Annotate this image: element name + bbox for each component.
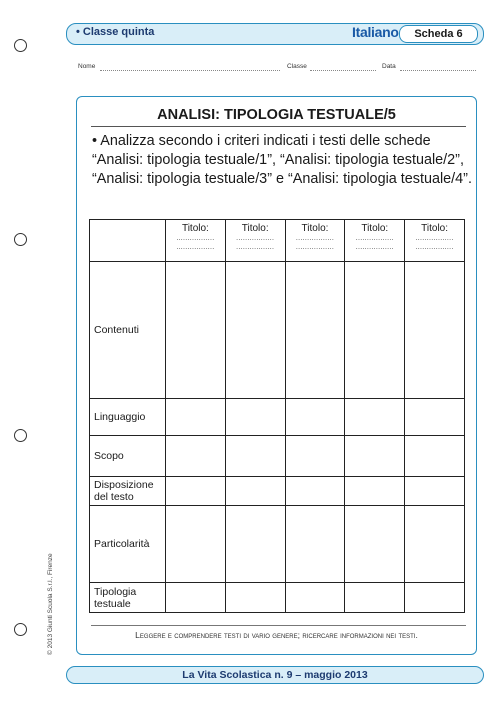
answer-cell[interactable]: [166, 262, 226, 399]
row-label-tipologia: Tipologia testuale: [90, 583, 166, 613]
title-column-5[interactable]: Titolo: ................. .................: [405, 220, 465, 262]
instruction-text: • Analizza secondo i criteri indicati i testi delle schede “Analisi: tipologia testuale/1”, “Analisi: tipologia testuale/2”, “Analisi: tipologia testuale/3” e “Analisi: tipologia testuale/4”.: [92, 133, 472, 187]
answer-cell[interactable]: [285, 399, 345, 436]
table-row: [90, 506, 465, 583]
answer-cell[interactable]: [225, 583, 285, 613]
answer-cell[interactable]: [166, 399, 226, 436]
title-column-1[interactable]: Titolo: ................. .................: [166, 220, 226, 262]
row-label-contenuti: Contenuti: [90, 262, 166, 399]
learning-objective-note: Leggere e comprendere testi di vario genere; ricercare informazioni nei testi.: [135, 630, 418, 640]
answer-cell[interactable]: [405, 399, 465, 436]
date-field[interactable]: [400, 70, 476, 71]
table-row: [90, 477, 465, 506]
table-row: [90, 436, 465, 477]
binder-hole-4: [14, 623, 27, 636]
answer-cell[interactable]: [345, 262, 405, 399]
answer-cell[interactable]: [405, 262, 465, 399]
column-header-label: Titolo:: [301, 223, 329, 234]
answer-cell[interactable]: [166, 506, 226, 583]
answer-cell[interactable]: [405, 477, 465, 506]
table-row: [90, 399, 465, 436]
row-label-particolarita: Particolarità: [90, 506, 166, 583]
row-label-scopo: Scopo: [90, 436, 166, 477]
answer-cell[interactable]: [405, 506, 465, 583]
answer-cell[interactable]: [166, 436, 226, 477]
binder-hole-1: [14, 39, 27, 52]
binder-hole-2: [14, 233, 27, 246]
row-label-linguaggio: Linguaggio: [90, 399, 166, 436]
answer-cell[interactable]: [345, 399, 405, 436]
column-header-label: Titolo:: [241, 223, 269, 234]
analysis-table: [89, 219, 465, 613]
answer-cell[interactable]: [405, 583, 465, 613]
sheet-number-badge: Scheda 6: [399, 25, 478, 43]
name-field[interactable]: [100, 70, 280, 71]
answer-cell[interactable]: [345, 477, 405, 506]
answer-cell[interactable]: [166, 477, 226, 506]
title-divider: [91, 126, 466, 127]
header-corner-cell: [90, 220, 166, 262]
answer-cell[interactable]: [345, 506, 405, 583]
answer-cell[interactable]: [225, 477, 285, 506]
row-label-disposizione: Disposizione del testo: [90, 477, 166, 506]
answer-cell[interactable]: [225, 399, 285, 436]
class-level-label: • Classe quinta: [76, 26, 155, 38]
publication-footer: La Vita Scolastica n. 9 – maggio 2013: [66, 666, 484, 684]
answer-cell[interactable]: [225, 506, 285, 583]
copyright-notice: © 2013 Giunti Scuola S.r.l., Firenze: [47, 553, 54, 655]
answer-cell[interactable]: [285, 436, 345, 477]
answer-cell[interactable]: [225, 436, 285, 477]
title-column-4[interactable]: Titolo: ................. .................: [345, 220, 405, 262]
answer-cell[interactable]: [225, 262, 285, 399]
answer-cell[interactable]: [285, 477, 345, 506]
title-column-2[interactable]: Titolo: ................. .................: [225, 220, 285, 262]
column-header-label: Titolo:: [421, 223, 449, 234]
subject-label: Italiano: [352, 24, 399, 40]
date-field-label: Data: [382, 63, 396, 70]
column-header-label: Titolo:: [181, 223, 209, 234]
table-header-row: [90, 220, 465, 262]
answer-cell[interactable]: [285, 506, 345, 583]
table-row: [90, 583, 465, 613]
class-field[interactable]: [310, 70, 376, 71]
answer-cell[interactable]: [285, 262, 345, 399]
title-column-3[interactable]: Titolo: ................. .................: [285, 220, 345, 262]
answer-cell[interactable]: [285, 583, 345, 613]
column-header-label: Titolo:: [361, 223, 389, 234]
class-field-label: Classe: [287, 63, 307, 70]
table-row: [90, 262, 465, 399]
answer-cell[interactable]: [166, 583, 226, 613]
footer-divider: [91, 625, 466, 626]
name-field-label: Nome: [78, 63, 96, 70]
binder-hole-3: [14, 429, 27, 442]
answer-cell[interactable]: [345, 436, 405, 477]
answer-cell[interactable]: [405, 436, 465, 477]
worksheet-title: ANALISI: TIPOLOGIA TESTUALE/5: [157, 107, 396, 123]
answer-cell[interactable]: [345, 583, 405, 613]
